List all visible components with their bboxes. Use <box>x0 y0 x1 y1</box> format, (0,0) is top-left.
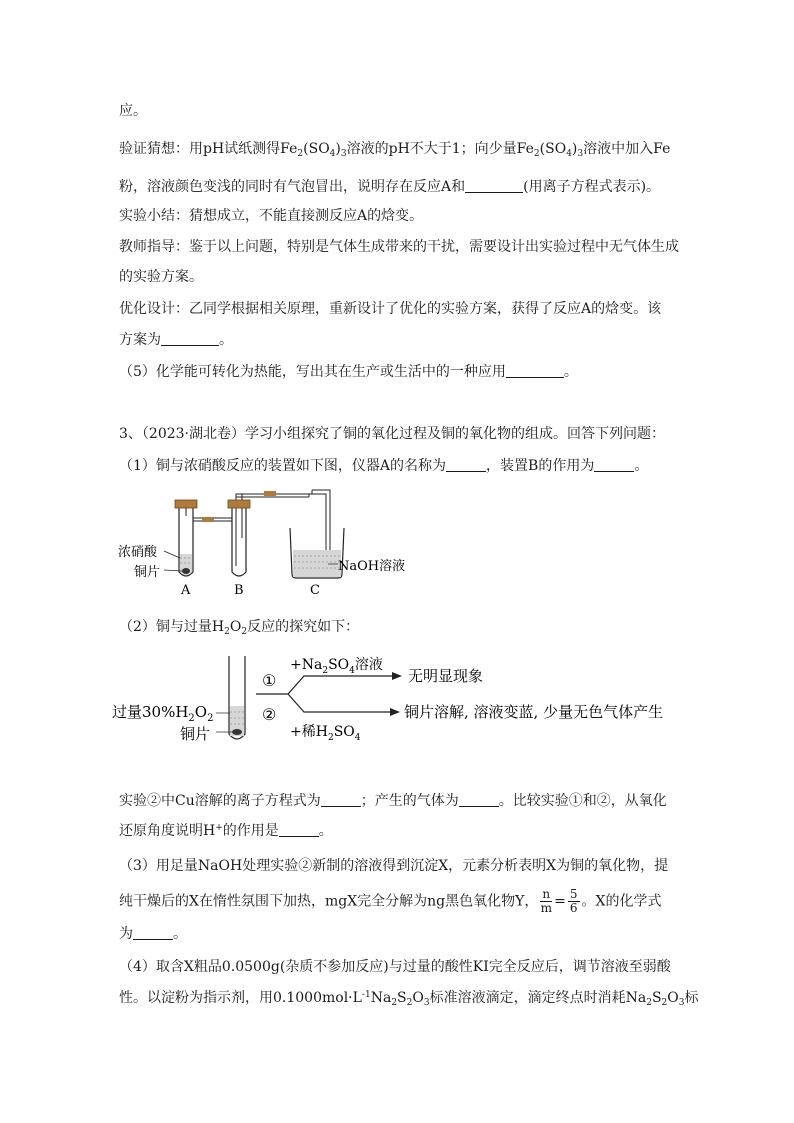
paragraph-line: 的实验方案。 <box>119 269 203 285</box>
paragraph-line: （1）铜与浓硝酸反应的装置如下图，仪器A的名称为 ，装置B的作用为 。 <box>119 458 649 474</box>
answer-blank[interactable] <box>465 178 523 193</box>
paragraph-line: 优化设计：乙同学根据相关原理，重新设计了优化的实验方案，获得了反应A的焓变。该 <box>119 301 662 317</box>
branch-1-reagent: $+Na_2SO_4$溶液 <box>290 657 383 676</box>
label-h2o2: 过量$30\%H_2O_2$ <box>112 703 214 724</box>
paragraph-line: （5）化学能可转化为热能，写出其在生产或生活中的一种应用 。 <box>119 364 578 380</box>
h2o2-experiment-figure <box>112 650 682 750</box>
paragraph-line: 验证猜想：用pH试纸测得$Fe_2(SO_4)_3$溶液的pH不大于1；向少量$Fe_2(SO_4)_3$溶液中加入Fe <box>119 141 671 159</box>
label-concentrated-nitric-acid: 浓硝酸 <box>118 545 158 560</box>
branch-1-result: 无明显现象 <box>408 667 484 685</box>
answer-blank[interactable] <box>133 925 173 940</box>
answer-blank[interactable] <box>321 792 361 807</box>
label-c: C <box>310 583 320 598</box>
fraction-5-over-6: $\frac{5}{6}$ <box>569 887 578 915</box>
label-b: B <box>234 583 244 598</box>
branch-2-number: ② <box>262 705 277 724</box>
question-title: 3、（2023·湖北卷）学习小组探究了铜的氧化过程及铜的氧化物的组成。回答下列问题： <box>119 426 665 442</box>
paragraph-line: 方案为 。 <box>119 332 233 348</box>
paragraph-line: 为 。 <box>119 926 187 942</box>
paragraph-line: 实验小结：猜想成立，不能直接测反应A的焓变。 <box>119 208 424 224</box>
answer-blank[interactable] <box>594 457 634 472</box>
label-naoh-solution: NaOH溶液 <box>338 559 406 574</box>
paragraph-line: 应。 <box>119 103 147 119</box>
apparatus-figure <box>112 488 412 600</box>
paragraph-line: 性。以淀粉为指示剂，用$0.1000mol\cdot L^{-1}Na_2S_2O_3$标准溶液滴定，滴定终点时消耗$Na_2S_2O_3$标 <box>119 990 699 1008</box>
paragraph-line: 纯干燥后的X在惰性氛围下加热，mgX完全分解为ng黑色氧化物Y， $\frac{n}{m}$ = $\frac{5}{6}$ 。X的化学式 <box>119 887 662 915</box>
answer-blank[interactable] <box>279 822 319 837</box>
paragraph-line: （4）取含X粗品0.0500g(杂质不参加反应)与过量的酸性KI完全反应后，调节溶液至弱酸 <box>119 959 671 975</box>
answer-blank[interactable] <box>161 331 219 346</box>
answer-blank[interactable] <box>506 363 564 378</box>
branch-2-result: 铜片溶解, 溶液变蓝, 少量无色气体产生 <box>404 703 664 721</box>
label-a: A <box>181 583 191 598</box>
answer-blank[interactable] <box>459 792 499 807</box>
label-copper-sheet: 铜片 <box>134 565 161 580</box>
paragraph-line: 还原角度说明H+的作用是 。 <box>119 823 333 839</box>
branch-1-number: ① <box>262 671 277 690</box>
answer-blank[interactable] <box>446 457 486 472</box>
paragraph-line: （3）用足量NaOH处理实验②新制的溶液得到沉淀X，元素分析表明X为铜的氧化物，提 <box>119 858 669 874</box>
paragraph-line: （2）铜与过量$H_2O_2$反应的探究如下： <box>119 619 360 637</box>
label-copper-sheet: 铜片 <box>180 725 211 743</box>
paragraph-line: 教师指导：鉴于以上问题，特别是气体生成带来的干扰，需要设计出实验过程中无气体生成 <box>119 239 679 255</box>
paragraph-line: 粉，溶液颜色变浅的同时有气泡冒出，说明存在反应A和 (用离子方程式表示)。 <box>119 179 661 195</box>
branch-2-reagent: +稀$H_2SO_4$ <box>290 724 361 743</box>
paragraph-line: 实验②中Cu溶解的离子方程式为 ；产生的气体为 。比较实验①和②，从氧化 <box>119 793 667 809</box>
fraction-n-over-m: $\frac{n}{m}$ <box>540 887 552 915</box>
